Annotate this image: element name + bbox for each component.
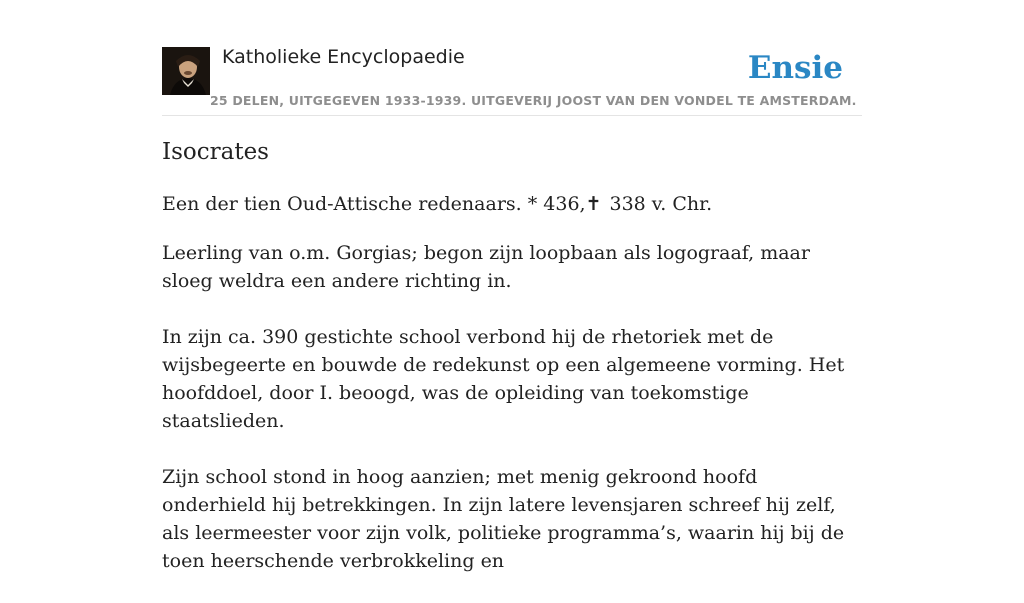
lead-date: 338 v. Chr. [609, 193, 713, 215]
page-container [162, 0, 862, 572]
paragraph: Leerling van o.m. Gorgias; begon zijn loopbaan als logograaf, maar sloeg weldra een andere richting in. [162, 242, 810, 292]
entry-title: Isocrates [162, 139, 269, 165]
brand-logo[interactable]: Ensie [747, 50, 843, 86]
publication-subtitle: 25 DELEN, UITGEGEVEN 1933-1939. UITGEVERIJ JOOST VAN DEN VONDEL TE AMSTERDAM. [210, 93, 857, 108]
entry-lead [162, 193, 712, 215]
entry-body [162, 239, 862, 603]
publication-title[interactable]: Katholieke Encyclopaedie [222, 46, 465, 68]
paragraph: Zijn school stond in hoog aanzien; met menig gekroond hoofd onderhield hij betrekkingen. In zijn latere levensjaren schreef hij zelf, als leermeester voor zijn volk, politieke programma’s, waarin hij bij de toen heerschende verbrokkeling en [162, 466, 845, 572]
lead-text: Een der tien Oud-Attische redenaars. * 436, [162, 193, 586, 215]
paragraph: In zijn ca. 390 gestichte school verbond hij de rhetoriek met de wijsbegeerte en bouwde de redekunst op een algemeene vorming. Het hoofddoel, door I. beoogd, was de opleiding van toekomstige staatslieden. [162, 326, 845, 432]
portrait-avatar-icon[interactable] [162, 47, 210, 95]
publication-header [162, 0, 862, 116]
death-cross-icon: ✝ [585, 193, 602, 215]
